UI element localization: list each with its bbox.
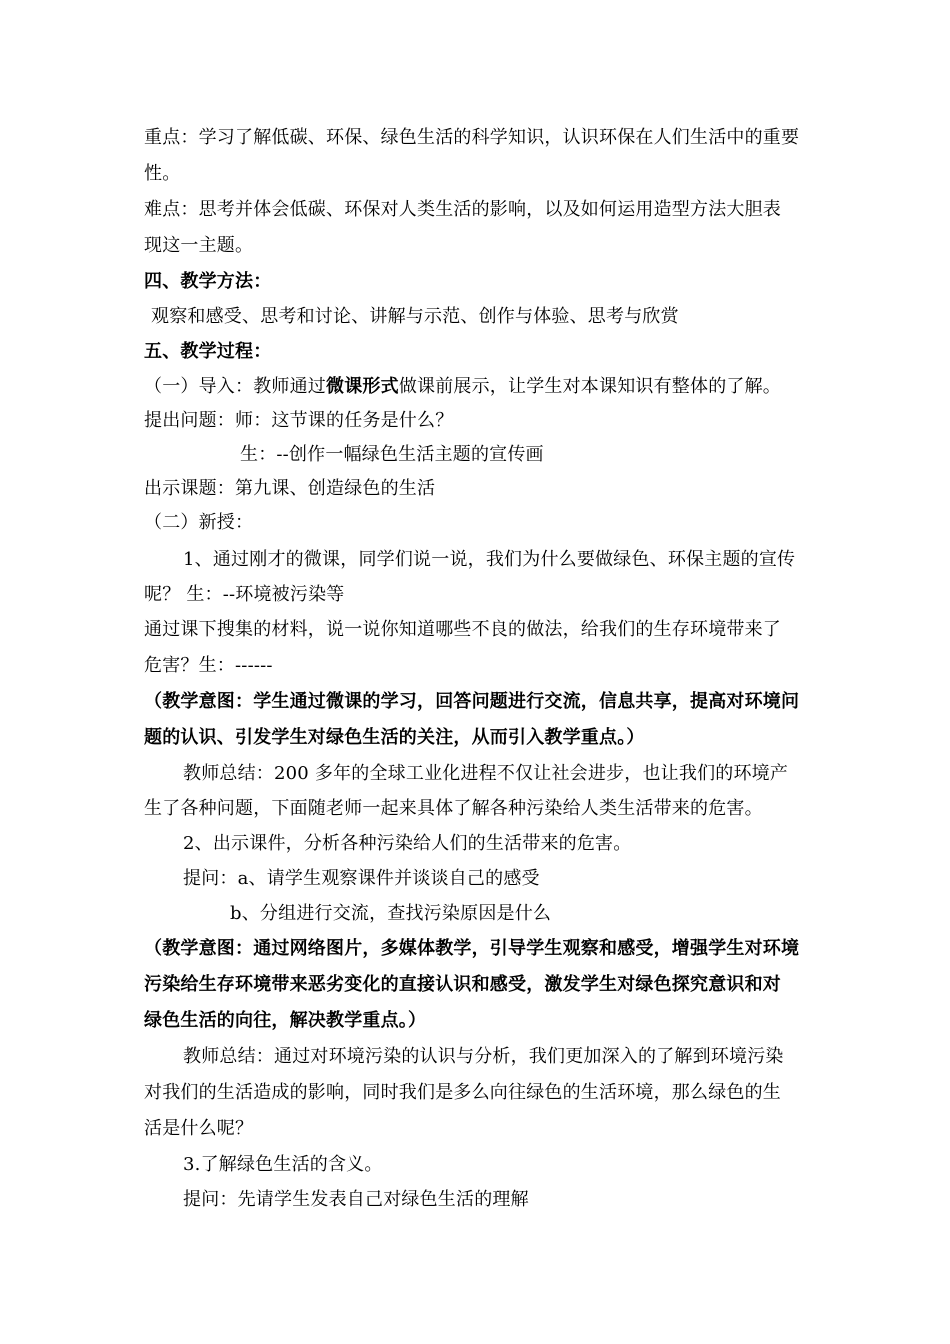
intent-1-line-2: 题的认识、引发学生对绿色生活的关注，从而引入教学重点。） [144,727,645,748]
key-points-line-2: 性。 [144,163,181,184]
section-heading-methods: 四、教学方法： [144,271,272,292]
methods-text: 观察和感受、思考和讨论、讲解与示范、创作与体验、思考与欣赏 [151,306,679,327]
intro-text-pre: （一）导入：教师通过 [144,376,326,397]
key-points-line-1: 重点：学习了解低碳、环保、绿色生活的科学知识，认识环保在人们生活中的重要 [144,127,800,148]
intent-2-line-3: 绿色生活的向往，解决教学重点。） [144,1010,427,1031]
intent-1-line-1: （教学意图：学生通过微课的学习，回答问题进行交流，信息共享，提高对环境问 [144,691,800,712]
section-heading-process: 五、教学过程： [144,341,272,362]
lesson-title-line: 出示课题：第九课、创造绿色的生活 [144,478,436,499]
step2-question-b: b、分组进行交流，查找污染原因是什么 [230,903,552,924]
question-teacher-line: 提出问题：师：这节课的任务是什么？ [144,410,454,431]
step1-line-3: 通过课下搜集的材料，说一说你知道哪些不良的做法，给我们的生存环境带来了 [144,619,781,640]
step3-line: 3.了解绿色生活的含义。 [183,1154,383,1175]
difficulty-line-2: 现这一主题。 [144,235,254,256]
summary-2-line-1: 教师总结：通过对环境污染的认识与分析，我们更加深入的了解到环境污染 [183,1046,784,1067]
intent-2-line-2: 污染给生存环境带来恶劣变化的直接认识和感受，激发学生对绿色探究意识和对 [144,974,781,995]
difficulty-line-1: 难点：思考并体会低碳、环保对人类生活的影响，以及如何运用造型方法大胆表 [144,199,781,220]
step1-line-4: 危害？生：------ [144,655,273,676]
summary-2-line-2: 对我们的生活造成的影响，同时我们是多么向往绿色的生活环境，那么绿色的生 [144,1082,781,1103]
intro-text-bold: 微课形式 [326,376,399,397]
summary-2-line-3: 活是什么呢？ [144,1118,254,1139]
intro-line [144,375,824,399]
summary-1-line-2: 生了各种问题，下面随老师一起来具体了解各种污染给人类生活带来的危害。 [144,798,763,819]
step1-line-1: 1、通过刚才的微课，同学们说一说，我们为什么要做绿色、环保主题的宣传 [183,549,796,570]
step2-question-a: 提问：a、请学生观察课件并谈谈自己的感受 [183,868,540,889]
new-lesson-heading: （二）新授： [144,512,254,533]
question-student-line: 生：--创作一幅绿色生活主题的宣传画 [240,444,544,465]
intent-2-line-1: （教学意图：通过网络图片，多媒体教学，引导学生观察和感受，增强学生对环境 [144,938,800,959]
intro-text-post: 做课前展示，让学生对本课知识有整体的了解。 [398,376,782,397]
step2-line: 2、出示课件，分析各种污染给人们的生活带来的危害。 [183,833,632,854]
step3-question: 提问：先请学生发表自己对绿色生活的理解 [183,1189,529,1210]
summary-1-line-1: 教师总结：200 多年的全球工业化进程不仅让社会进步，也让我们的环境产 [183,763,789,784]
step1-line-2: 呢？ 生：--环境被污染等 [144,584,345,605]
